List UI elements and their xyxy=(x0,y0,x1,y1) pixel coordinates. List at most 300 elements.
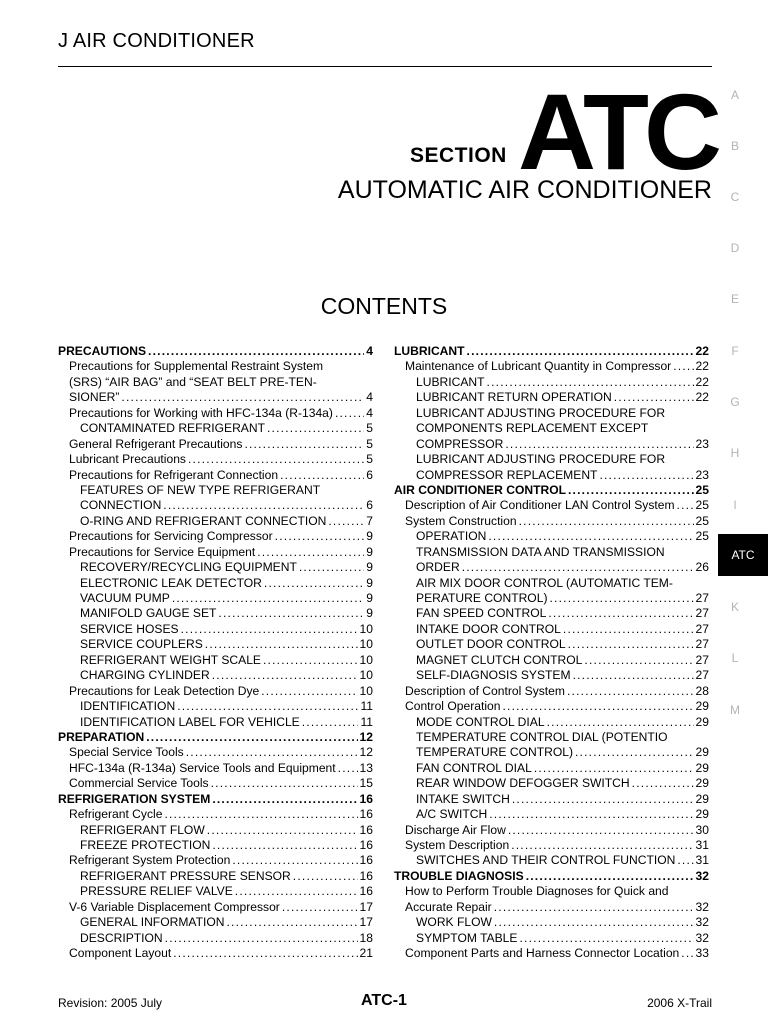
toc-entry-title: Precautions for Working with HFC-134a (R-134a) xyxy=(69,405,333,420)
dot-leader xyxy=(181,622,358,637)
dot-leader xyxy=(614,390,694,405)
toc-entry[interactable] xyxy=(58,915,373,930)
dot-leader xyxy=(489,807,693,822)
footer-revision: Revision: 2005 July xyxy=(58,996,163,1010)
toc-entry[interactable] xyxy=(58,545,373,560)
toc-section-entry[interactable] xyxy=(58,344,373,359)
side-index-letter[interactable]: L xyxy=(731,651,739,665)
toc-page-number: 27 xyxy=(695,606,709,621)
section-label: SECTION xyxy=(410,144,507,167)
toc-entry-title: (SRS) “AIR BAG” and “SEAT BELT PRE-TEN- xyxy=(69,374,317,389)
side-index-letter[interactable]: M xyxy=(730,703,740,717)
toc-page-number: 4 xyxy=(366,405,373,420)
toc-column-right xyxy=(394,344,709,962)
dot-leader xyxy=(467,344,694,359)
dot-leader xyxy=(267,421,364,436)
side-index-letter[interactable]: F xyxy=(731,344,739,358)
dot-leader xyxy=(335,406,364,421)
toc-entry[interactable] xyxy=(394,915,709,930)
toc-entry-title: MODE CONTROL DIAL xyxy=(416,714,545,729)
toc-entry-title: A/C SWITCH xyxy=(416,807,488,822)
toc-entry[interactable] xyxy=(58,637,373,652)
dot-leader xyxy=(575,745,694,760)
toc-page-number: 11 xyxy=(360,699,373,714)
toc-page-number: 10 xyxy=(359,683,373,698)
toc-entry[interactable] xyxy=(394,668,709,683)
toc-entry[interactable] xyxy=(58,375,373,390)
toc-entry-title: REFRIGERANT FLOW xyxy=(80,822,205,837)
toc-page-number: 29 xyxy=(695,745,709,760)
toc-page-number: 29 xyxy=(695,791,709,806)
toc-page-number: 27 xyxy=(695,668,709,683)
side-index-letter[interactable]: I xyxy=(733,498,737,512)
dot-leader xyxy=(188,452,364,467)
dot-leader xyxy=(584,653,693,668)
toc-entry-title: GENERAL INFORMATION xyxy=(80,915,225,930)
toc-entry[interactable] xyxy=(394,406,709,421)
dot-leader xyxy=(328,514,364,529)
toc-entry-title: OPERATION xyxy=(416,529,487,544)
toc-page-number: 10 xyxy=(359,668,373,683)
toc-page-number: 9 xyxy=(366,575,373,590)
toc-entry[interactable] xyxy=(394,390,709,405)
dot-leader xyxy=(263,653,358,668)
toc-page-number: 10 xyxy=(359,652,373,667)
toc-entry[interactable] xyxy=(394,853,709,868)
dot-leader xyxy=(547,715,694,730)
dot-leader xyxy=(280,468,364,483)
toc-entry[interactable] xyxy=(58,745,373,760)
toc-page-number: 29 xyxy=(695,807,709,822)
toc-page-number: 27 xyxy=(695,591,709,605)
toc-entry[interactable] xyxy=(58,406,373,421)
toc-page-number: 22 xyxy=(695,344,709,358)
toc-entry[interactable] xyxy=(394,884,709,899)
toc-entry[interactable] xyxy=(58,421,373,436)
toc-page-number: 25 xyxy=(695,482,709,497)
toc-entry[interactable] xyxy=(394,684,709,699)
toc-entry-title: TROUBLE DIAGNOSIS xyxy=(394,868,524,883)
toc-entry[interactable] xyxy=(58,468,373,483)
section-title: AUTOMATIC AIR CONDITIONER xyxy=(337,176,712,204)
dot-leader xyxy=(519,514,694,529)
toc-entry[interactable] xyxy=(58,560,373,575)
toc-entry-title: CONTAMINATED REFRIGERANT xyxy=(80,421,265,436)
toc-entry[interactable] xyxy=(58,437,373,452)
toc-page-number: 9 xyxy=(366,560,373,575)
toc-section-entry[interactable] xyxy=(394,344,709,359)
toc-entry[interactable] xyxy=(394,498,709,513)
toc-entry-title: OUTLET DOOR CONTROL xyxy=(416,637,566,652)
toc-section-entry[interactable] xyxy=(58,730,373,745)
toc-entry[interactable] xyxy=(58,668,373,683)
toc-entry[interactable] xyxy=(58,684,373,699)
toc-entry[interactable] xyxy=(58,761,373,776)
toc-page-number: 6 xyxy=(366,498,373,513)
toc-section-entry[interactable] xyxy=(394,869,709,884)
toc-entry-title: CONNECTION xyxy=(80,498,162,513)
toc-entry[interactable] xyxy=(394,637,709,652)
toc-entry[interactable] xyxy=(58,452,373,467)
side-index-letter[interactable]: E xyxy=(730,292,739,306)
toc-entry-title: Special Service Tools xyxy=(69,745,184,760)
dot-leader xyxy=(599,468,693,483)
dot-leader xyxy=(502,699,693,714)
toc-entry-title: DESCRIPTION xyxy=(80,930,163,945)
toc-entry[interactable] xyxy=(58,390,373,405)
toc-page-number: 31 xyxy=(695,838,709,852)
dot-leader xyxy=(261,684,357,699)
toc-entry-title: LUBRICANT xyxy=(394,344,465,358)
toc-entry[interactable] xyxy=(394,946,709,961)
dot-leader xyxy=(244,437,364,452)
toc-column-left xyxy=(58,344,373,962)
toc-section-entry[interactable] xyxy=(394,483,709,498)
toc-entry-title: Description of Control System xyxy=(405,683,565,698)
dot-leader xyxy=(677,498,694,513)
dot-leader xyxy=(573,668,694,683)
toc-page-number: 29 xyxy=(695,714,709,729)
toc-entry-title: ORDER xyxy=(416,560,460,575)
toc-page-number: 18 xyxy=(359,930,373,945)
toc-entry[interactable] xyxy=(394,838,709,853)
toc-entry-title: System Construction xyxy=(405,513,517,528)
toc-entry[interactable] xyxy=(58,483,373,498)
toc-entry-title: PRECAUTIONS xyxy=(58,344,147,358)
side-index-letter[interactable]: A xyxy=(730,88,739,102)
toc-entry[interactable] xyxy=(58,838,373,853)
toc-entry-title: SWITCHES AND THEIR CONTROL FUNCTION xyxy=(416,853,676,868)
dot-leader xyxy=(212,838,357,853)
toc-entry-title: Description of Air Conditioner LAN Control System xyxy=(405,498,675,513)
side-index-letter[interactable]: D xyxy=(730,241,740,255)
dot-leader xyxy=(257,545,364,560)
toc-entry[interactable] xyxy=(58,653,373,668)
toc-entry[interactable] xyxy=(58,869,373,884)
toc-page-number: 27 xyxy=(695,652,709,667)
toc-page-number: 15 xyxy=(359,776,373,791)
toc-page-number: 17 xyxy=(359,915,373,930)
side-tab-active[interactable]: ATC xyxy=(718,534,768,576)
toc-entry[interactable] xyxy=(394,776,709,791)
toc-page-number: 4 xyxy=(366,390,373,405)
dot-leader xyxy=(462,560,694,575)
dot-leader xyxy=(212,668,358,683)
toc-entry[interactable] xyxy=(394,591,709,606)
toc-entry[interactable] xyxy=(58,622,373,637)
toc-entry[interactable] xyxy=(58,591,373,606)
toc-entry-title: Precautions for Leak Detection Dye xyxy=(69,683,260,698)
dot-leader xyxy=(211,776,358,791)
dot-leader xyxy=(148,344,364,359)
toc-entry[interactable] xyxy=(58,529,373,544)
toc-entry[interactable] xyxy=(58,776,373,791)
toc-entry-title: Precautions for Service Equipment xyxy=(69,544,256,559)
dot-leader xyxy=(549,591,693,606)
toc-page-number: 6 xyxy=(366,467,373,482)
toc-page-number: 17 xyxy=(359,899,373,914)
toc-entry-title: MAGNET CLUTCH CONTROL xyxy=(416,652,583,667)
toc-entry-title: Commercial Service Tools xyxy=(69,776,209,791)
toc-page-number: 29 xyxy=(695,760,709,775)
toc-entry[interactable] xyxy=(394,560,709,575)
toc-entry-title: PRESSURE RELIEF VALVE xyxy=(80,884,233,899)
toc-entry[interactable] xyxy=(394,761,709,776)
toc-section-entry[interactable] xyxy=(58,792,373,807)
toc-page-number: 25 xyxy=(695,529,709,544)
toc-page-number: 25 xyxy=(695,498,709,513)
toc-page-number: 29 xyxy=(695,699,709,714)
toc-page-number: 28 xyxy=(695,683,709,698)
section-index-tabs xyxy=(718,0,768,1024)
toc-page-number: 26 xyxy=(695,560,709,575)
toc-page-number: 12 xyxy=(359,745,373,760)
toc-entry[interactable] xyxy=(58,699,373,714)
toc-page-number: 5 xyxy=(366,452,373,467)
toc-entry-title: SELF-DIAGNOSIS SYSTEM xyxy=(416,668,571,683)
toc-entry[interactable] xyxy=(394,576,709,591)
toc-entry-title: REFRIGERANT WEIGHT SCALE xyxy=(80,652,261,667)
toc-entry-title: How to Perform Trouble Diagnoses for Quick and xyxy=(405,884,669,899)
toc-entry[interactable] xyxy=(394,622,709,637)
toc-page-number: 21 xyxy=(359,946,373,961)
dot-leader xyxy=(302,715,359,730)
side-index-letter[interactable]: B xyxy=(730,139,739,153)
dot-leader xyxy=(186,745,358,760)
footer-page-id: ATC-1 xyxy=(361,992,407,1009)
toc-page-number: 27 xyxy=(695,621,709,636)
toc-page-number: 16 xyxy=(359,807,373,822)
toc-entry-title: SERVICE HOSES xyxy=(80,621,179,636)
toc-page-number: 16 xyxy=(359,868,373,883)
toc-entry-title: PREPARATION xyxy=(58,729,145,744)
side-index-letter[interactable]: H xyxy=(730,446,740,460)
toc-entry[interactable] xyxy=(394,452,709,467)
toc-page-number: 31 xyxy=(695,853,709,868)
toc-entry-title: SERVICE COUPLERS xyxy=(80,637,203,652)
toc-entry[interactable] xyxy=(394,715,709,730)
toc-page-number: 16 xyxy=(359,853,373,868)
toc-page-number: 27 xyxy=(695,637,709,652)
side-index-letter[interactable]: C xyxy=(730,190,740,204)
toc-entry[interactable] xyxy=(58,807,373,822)
toc-entry-title: REFRIGERANT PRESSURE SENSOR xyxy=(80,868,291,883)
toc-entry[interactable] xyxy=(394,514,709,529)
toc-entry-title: VACUUM PUMP xyxy=(80,591,170,605)
toc-entry[interactable] xyxy=(58,853,373,868)
toc-entry-title: Refrigerant Cycle xyxy=(69,807,163,822)
toc-entry-title: WORK FLOW xyxy=(416,915,492,930)
toc-entry[interactable] xyxy=(58,359,373,374)
toc-entry-title: General Refrigerant Precautions xyxy=(69,436,243,451)
dot-leader xyxy=(232,853,357,868)
toc-entry[interactable] xyxy=(58,900,373,915)
toc-entry-title: LUBRICANT ADJUSTING PROCEDURE FOR xyxy=(416,405,666,420)
dot-leader xyxy=(526,869,694,884)
toc-entry[interactable] xyxy=(394,931,709,946)
toc-page-number: 16 xyxy=(359,822,373,837)
dot-leader xyxy=(512,792,694,807)
dot-leader xyxy=(505,437,693,452)
dot-leader xyxy=(534,761,694,776)
toc-entry[interactable] xyxy=(394,359,709,374)
toc-entry[interactable] xyxy=(394,529,709,544)
toc-entry-title: RECOVERY/RECYCLING EQUIPMENT xyxy=(80,560,297,575)
toc-page-number: 32 xyxy=(695,915,709,930)
dot-leader xyxy=(121,390,364,405)
toc-entry[interactable] xyxy=(58,884,373,899)
toc-entry-title: Precautions for Servicing Compressor xyxy=(69,529,273,544)
dot-leader xyxy=(205,637,358,652)
dot-leader xyxy=(275,529,365,544)
toc-entry[interactable] xyxy=(58,498,373,513)
group-title: J AIR CONDITIONER xyxy=(58,30,255,52)
toc-entry-title: IDENTIFICATION LABEL FOR VEHICLE xyxy=(80,714,300,729)
dot-leader xyxy=(567,684,694,699)
toc-entry[interactable] xyxy=(394,437,709,452)
toc-entry-title: CHARGING CYLINDER xyxy=(80,668,210,683)
dot-leader xyxy=(494,900,694,915)
toc-entry-title: FREEZE PROTECTION xyxy=(80,838,211,852)
dot-leader xyxy=(173,946,357,961)
toc-page-number: 5 xyxy=(366,421,373,436)
toc-page-number: 22 xyxy=(695,374,709,389)
toc-page-number: 12 xyxy=(359,729,373,744)
dot-leader xyxy=(207,823,358,838)
toc-page-number: 32 xyxy=(695,868,709,883)
toc-entry[interactable] xyxy=(58,606,373,621)
side-index-letter[interactable]: K xyxy=(730,600,739,614)
toc-entry-title: FAN SPEED CONTROL xyxy=(416,606,547,621)
dot-leader xyxy=(226,915,357,930)
toc-entry-title: MANIFOLD GAUGE SET xyxy=(80,606,217,621)
dot-leader xyxy=(563,622,694,637)
dot-leader xyxy=(172,591,364,606)
toc-entry[interactable] xyxy=(58,514,373,529)
toc-entry-title: Control Operation xyxy=(405,699,501,714)
toc-entry[interactable] xyxy=(394,792,709,807)
toc-page-number: 16 xyxy=(359,791,373,806)
toc-page-number: 10 xyxy=(359,637,373,652)
toc-page-number: 16 xyxy=(359,884,373,899)
toc-entry-title: INTAKE DOOR CONTROL xyxy=(416,621,561,636)
toc-page-number: 5 xyxy=(366,436,373,451)
toc-entry[interactable] xyxy=(394,545,709,560)
toc-page-number: 22 xyxy=(695,359,709,374)
dot-leader xyxy=(164,807,357,822)
toc-entry[interactable] xyxy=(58,715,373,730)
toc-entry[interactable] xyxy=(58,931,373,946)
toc-entry-title: FAN CONTROL DIAL xyxy=(416,760,532,775)
toc-entry[interactable] xyxy=(58,823,373,838)
toc-entry-title: Precautions for Supplemental Restraint System xyxy=(69,359,324,374)
dot-leader xyxy=(519,931,693,946)
toc-entry-title: Component Parts and Harness Connector Location xyxy=(405,946,680,961)
toc-entry[interactable] xyxy=(394,807,709,822)
toc-entry[interactable] xyxy=(394,653,709,668)
toc-entry-title: SIONER” xyxy=(69,390,120,405)
dot-leader xyxy=(163,498,364,513)
toc-entry-title: O-RING AND REFRIGERANT CONNECTION xyxy=(80,513,327,528)
toc-entry[interactable] xyxy=(58,576,373,591)
contents-heading: CONTENTS xyxy=(320,293,448,319)
toc-entry[interactable] xyxy=(394,730,709,745)
toc-entry-title: PERATURE CONTROL) xyxy=(416,591,548,605)
dot-leader xyxy=(338,761,358,776)
dot-leader xyxy=(488,529,693,544)
dot-leader xyxy=(673,359,693,374)
toc-entry[interactable] xyxy=(58,946,373,961)
toc-page-number: 16 xyxy=(359,838,373,852)
toc-entry-title: AIR CONDITIONER CONTROL xyxy=(394,482,566,497)
toc-entry-title: SYMPTOM TABLE xyxy=(416,930,518,945)
toc-entry-title: COMPRESSOR REPLACEMENT xyxy=(416,467,598,482)
toc-entry[interactable] xyxy=(394,375,709,390)
toc-entry-title: AIR MIX DOOR CONTROL (AUTOMATIC TEM- xyxy=(416,575,673,590)
toc-entry-title: Discharge Air Flow xyxy=(405,822,506,837)
toc-page-number: 9 xyxy=(366,544,373,559)
toc-page-number: 7 xyxy=(366,513,373,528)
toc-entry[interactable] xyxy=(394,900,709,915)
toc-entry-title: Precautions for Refrigerant Connection xyxy=(69,467,279,482)
toc-entry-title: TEMPERATURE CONTROL) xyxy=(416,745,573,760)
dot-leader xyxy=(299,560,364,575)
toc-entry[interactable] xyxy=(394,606,709,621)
toc-entry-title: Accurate Repair xyxy=(405,899,492,914)
dot-leader xyxy=(568,483,694,498)
toc-entry-title: REFRIGERATION SYSTEM xyxy=(58,791,211,806)
toc-page-number: 9 xyxy=(366,591,373,605)
toc-page-number: 33 xyxy=(695,946,709,961)
dot-leader xyxy=(165,931,358,946)
toc-entry-title: LUBRICANT xyxy=(416,374,485,389)
dot-leader xyxy=(548,606,693,621)
dot-leader xyxy=(282,900,358,915)
header-rule xyxy=(58,66,712,67)
dot-leader xyxy=(632,776,694,791)
toc-page-number: 13 xyxy=(359,760,373,775)
toc-entry-title: TRANSMISSION DATA AND TRANSMISSION xyxy=(416,544,665,559)
toc-entry[interactable] xyxy=(394,699,709,714)
dot-leader xyxy=(146,730,357,745)
footer-model: 2006 X-Trail xyxy=(647,996,712,1010)
toc-page-number: 4 xyxy=(366,344,373,358)
dot-leader xyxy=(568,637,694,652)
toc-entry-title: IDENTIFICATION xyxy=(80,699,176,714)
toc-entry[interactable] xyxy=(394,745,709,760)
toc-entry-title: Maintenance of Lubricant Quantity in Compressor xyxy=(405,359,672,374)
toc-page-number: 9 xyxy=(366,606,373,621)
dot-leader xyxy=(293,869,358,884)
dot-leader xyxy=(681,946,693,961)
toc-entry[interactable] xyxy=(394,468,709,483)
dot-leader xyxy=(235,884,358,899)
toc-page-number: 30 xyxy=(695,822,709,837)
toc-entry-title: Component Layout xyxy=(69,946,172,961)
toc-page-number: 29 xyxy=(695,776,709,791)
side-index-letter[interactable]: G xyxy=(730,395,740,409)
toc-entry[interactable] xyxy=(394,421,709,436)
toc-entry-title: Lubricant Precautions xyxy=(69,452,186,467)
dot-leader xyxy=(212,792,357,807)
toc-entry[interactable] xyxy=(394,823,709,838)
toc-entry-title: Refrigerant System Protection xyxy=(69,853,231,868)
dot-leader xyxy=(677,853,693,868)
toc-entry-title: FEATURES OF NEW TYPE REFRIGERANT xyxy=(80,482,321,497)
toc-entry-title: V-6 Variable Displacement Compressor xyxy=(69,899,280,914)
toc-entry-title: LUBRICANT ADJUSTING PROCEDURE FOR xyxy=(416,452,666,467)
dot-leader xyxy=(511,838,693,853)
